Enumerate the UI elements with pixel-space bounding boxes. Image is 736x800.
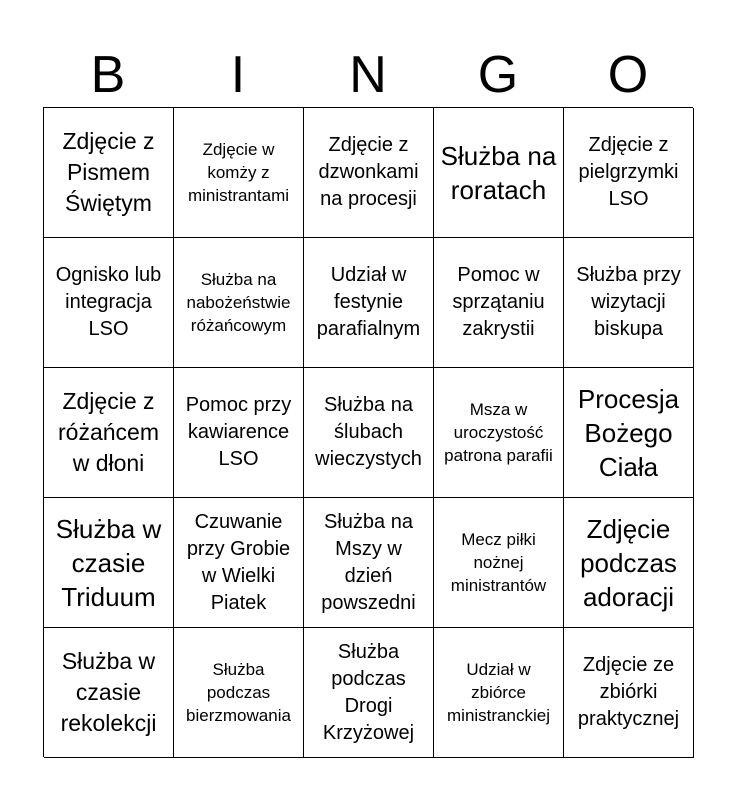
header-letter-o: O [607, 46, 649, 104]
cell-text: Służba podczas Drogi Krzyżowej [322, 640, 415, 744]
cell-text: Służba na ślubach wieczystych [315, 394, 422, 470]
bingo-cell-r3-c1[interactable] [44, 368, 174, 498]
bingo-cell-r3-c3[interactable] [304, 368, 434, 498]
cell-text: Służba podczas bierzmowania [186, 660, 291, 725]
cell-text: Ognisko lub integracja LSO [55, 264, 162, 340]
cell-text: Zdjęcie z pielgrzymki LSO [578, 134, 679, 210]
bingo-header [43, 44, 693, 106]
bingo-board [43, 107, 693, 757]
bingo-cell-r1-c3[interactable] [304, 108, 434, 238]
cell-text: Służba w czasie rekolekcji [60, 648, 157, 736]
cell-text: Zdjęcie w komży z ministrantami [187, 140, 290, 205]
bingo-cell-r5-c2[interactable] [174, 628, 304, 758]
header-letter-g: G [477, 46, 519, 104]
bingo-cell-r5-c4[interactable] [434, 628, 564, 758]
cell-text: Zdjęcie z Pismem Świętym [62, 128, 155, 216]
bingo-cell-r1-c2[interactable] [174, 108, 304, 238]
bingo-cell-r4-c4[interactable] [434, 498, 564, 628]
bingo-cell-r4-c3[interactable] [304, 498, 434, 628]
cell-text: Zdjęcie podczas adoracji [580, 513, 677, 612]
cell-text: Udział w festynie parafialnym [316, 264, 421, 340]
bingo-cell-r1-c5[interactable] [564, 108, 694, 238]
cell-text: Służba na nabożeństwie różańcowym [186, 270, 291, 335]
cell-text: Czuwanie przy Grobie w Wielki Piatek [186, 510, 291, 614]
cell-text: Służba na roratach [440, 140, 557, 205]
bingo-cell-r3-c2[interactable] [174, 368, 304, 498]
cell-text: Procesja Bożego Ciała [577, 383, 680, 482]
cell-text: Służba przy wizytacji biskupa [576, 264, 681, 340]
bingo-cell-r1-c4[interactable] [434, 108, 564, 238]
bingo-cell-r2-c3[interactable] [304, 238, 434, 368]
bingo-cell-r4-c1[interactable] [44, 498, 174, 628]
bingo-cell-r5-c5[interactable] [564, 628, 694, 758]
bingo-cell-r3-c5[interactable] [564, 368, 694, 498]
bingo-cell-r4-c2[interactable] [174, 498, 304, 628]
cell-text: Msza w uroczystość patrona parafii [444, 400, 553, 465]
bingo-cell-r2-c5[interactable] [564, 238, 694, 368]
header-letter-n: N [349, 46, 387, 104]
cell-text: Mecz piłki nożnej ministrantów [450, 530, 547, 595]
bingo-cell-r2-c1[interactable] [44, 238, 174, 368]
cell-text: Zdjęcie z różańcem w dłoni [58, 388, 159, 476]
bingo-cell-r2-c2[interactable] [174, 238, 304, 368]
bingo-cell-r5-c1[interactable] [44, 628, 174, 758]
header-letter-b: B [90, 46, 126, 104]
cell-text: Służba na Mszy w dzień powszedni [321, 510, 416, 614]
header-letter-i: I [230, 46, 246, 104]
cell-text: Służba w czasie Triduum [55, 513, 162, 612]
cell-text: Pomoc w sprzątaniu zakrystii [452, 264, 545, 340]
cell-text: Pomoc przy kawiarence LSO [185, 394, 292, 470]
bingo-cell-r2-c4[interactable] [434, 238, 564, 368]
bingo-cell-r5-c3[interactable] [304, 628, 434, 758]
cell-text: Zdjęcie ze zbiórki praktycznej [577, 654, 680, 730]
cell-text: Zdjęcie z dzwonkami na procesji [318, 134, 419, 210]
bingo-cell-r3-c4[interactable] [434, 368, 564, 498]
bingo-cell-r4-c5[interactable] [564, 498, 694, 628]
cell-text: Udział w zbiórce ministranckiej [447, 660, 550, 725]
bingo-cell-r1-c1[interactable] [44, 108, 174, 238]
